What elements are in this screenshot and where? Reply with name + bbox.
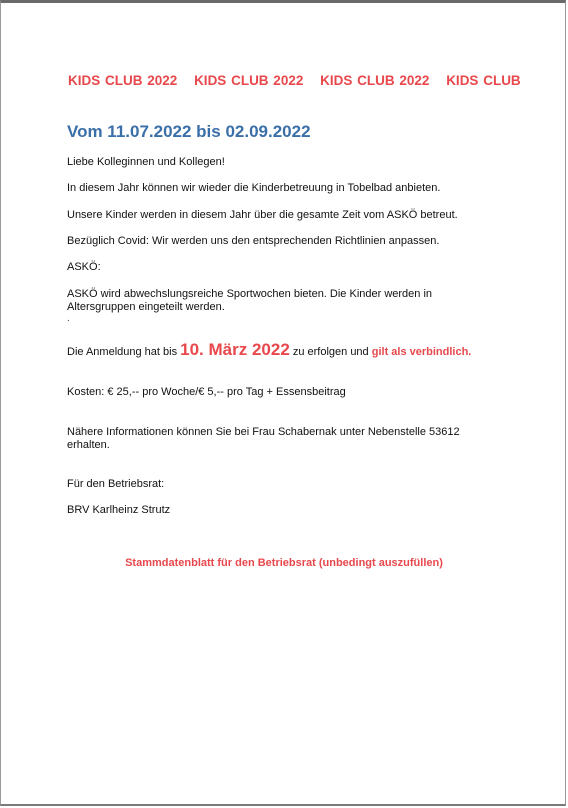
registration-binding: gilt als verbindlich. xyxy=(371,346,472,358)
info-line2: erhalten. xyxy=(67,439,110,451)
date-range-heading: Vom 11.07.2022 bis 02.09.2022 xyxy=(67,122,311,141)
banner-item: KIDS CLUB 2022 xyxy=(68,73,178,88)
banner-item: KIDS CLUB 2022 xyxy=(320,73,430,88)
registration-line xyxy=(67,340,471,362)
signature: BRV Karlheinz Strutz xyxy=(67,504,171,516)
registration-deadline: 10. März 2022 xyxy=(180,340,290,359)
greeting: Liebe Kolleginnen und Kollegen! xyxy=(67,156,225,168)
askoe-description-line2: Altersgruppen eingeteilt werden. xyxy=(67,301,225,313)
stray-dot: . xyxy=(67,313,70,324)
costs: Kosten: € 25,-- pro Woche/€ 5,-- pro Tag + Essensbeitrag xyxy=(67,386,346,398)
paragraph-covid: Bezüglich Covid: Wir werden uns den entsprechenden Richtlinien anpassen. xyxy=(67,235,440,247)
signoff: Für den Betriebsrat: xyxy=(67,478,165,490)
kids-club-banner xyxy=(68,73,533,88)
askoe-label: ASKÖ: xyxy=(67,261,101,273)
askoe-description-line1: ASKÖ wird abwechslungsreiche Sportwochen bieten. Die Kinder werden in xyxy=(67,288,433,300)
paragraph-askoe-care: Unsere Kinder werden in diesem Jahr über die gesamte Zeit vom ASKÖ betreut. xyxy=(67,209,458,221)
banner-item: KIDS CLUB 2022 xyxy=(194,73,304,88)
info-line1: Nähere Informationen können Sie bei Frau Schabernak unter Nebenstelle 53612 xyxy=(67,426,460,438)
registration-form-link[interactable]: Stammdatenblatt für den Betriebsrat (unbedingt auszufüllen) xyxy=(125,557,443,569)
banner-item: KIDS CLUB xyxy=(446,73,521,88)
registration-middle: zu erfolgen und xyxy=(289,346,372,358)
paragraph-childcare: In diesem Jahr können wir wieder die Kinderbetreuung in Tobelbad anbieten. xyxy=(67,182,441,194)
registration-prefix: Die Anmeldung hat bis xyxy=(67,346,181,358)
